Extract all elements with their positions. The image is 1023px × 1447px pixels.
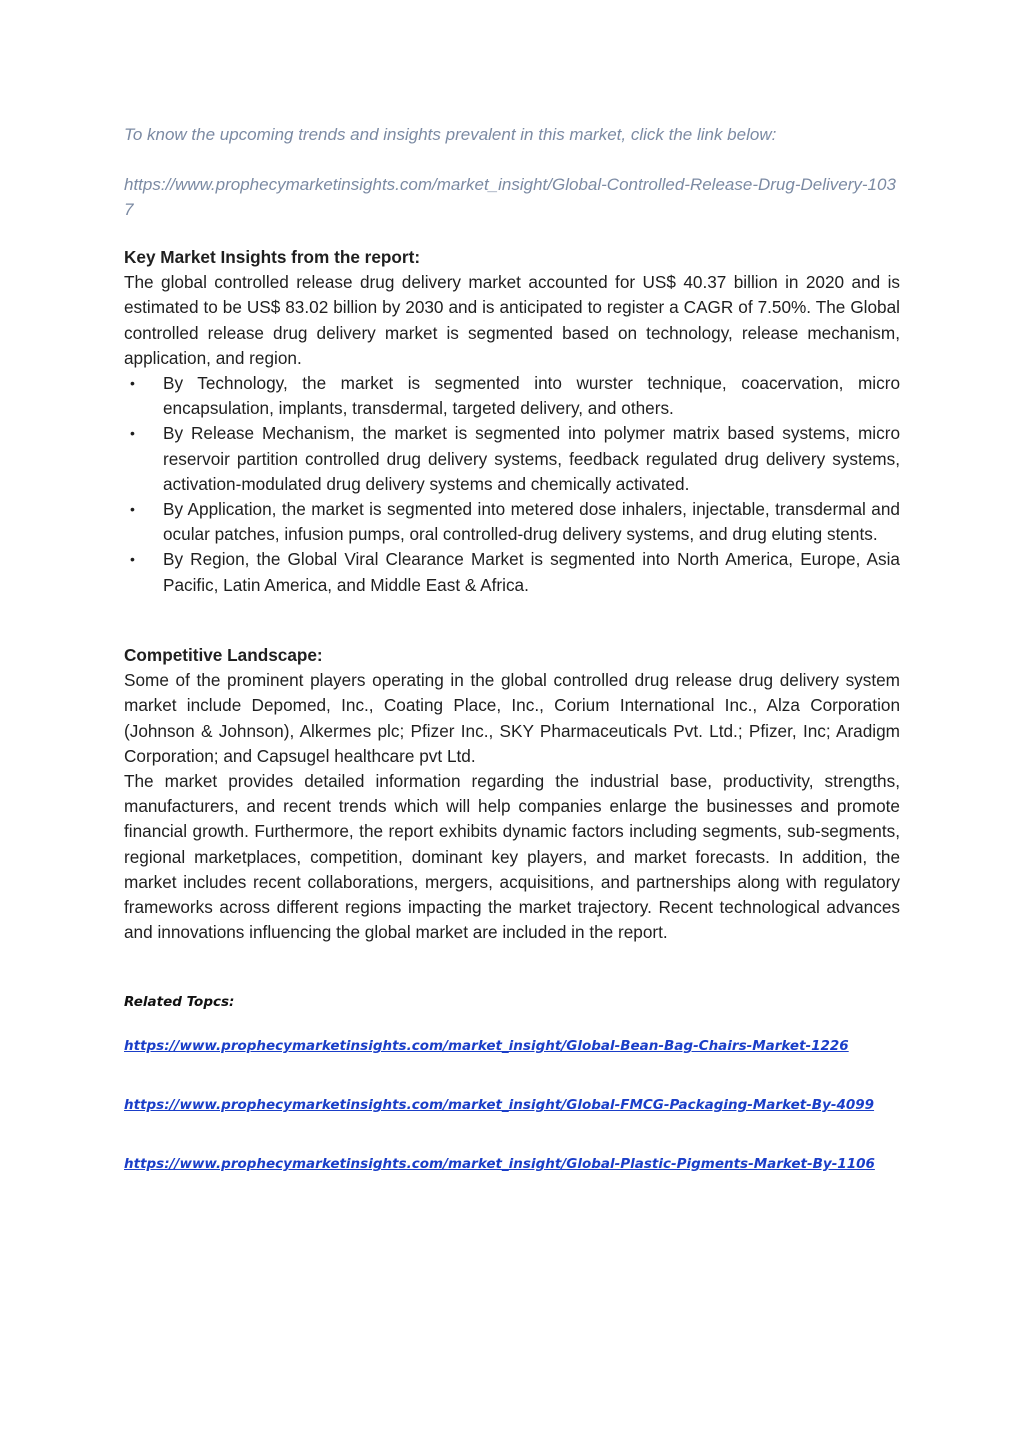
competitive-landscape-section [124,643,900,945]
intro-link[interactable]: https://www.prophecymarketinsights.com/market_insight/Global-Controlled-Release-Drug-Delivery-1037 [124,175,896,219]
key-insights-section [124,245,900,598]
competitive-paragraph-players: Some of the prominent players operating in the global controlled drug release drug delivery system market include Depomed, Inc., Coating Place, Inc., Corium International Inc., Alza Corporation (Johnson & Johnson), Alkermes plc; Pfizer Inc., SKY Pharmaceuticals Pvt. Ltd.; Pfizer, Inc; Aradigm Corporation; and Capsugel healthcare pvt Ltd. [124,670,900,766]
key-insights-paragraph: The global controlled release drug delivery market accounted for US$ 40.37 billion in 2020 and is estimated to be US$ 83.02 billion by 2030 and is anticipated to register a CAGR of 7.50%. The Global controlled release drug delivery market is segmented based on technology, release mechanism, application, and region. [124,272,900,368]
list-item-text: By Region, the Global Viral Clearance Market is segmented into North America, Europe, Asia Pacific, Latin America, and Middle East & Africa. [163,549,900,595]
segment-list [124,371,900,598]
list-item-text: By Release Mechanism, the market is segmented into polymer matrix based systems, micro reservoir partition controlled drug delivery systems, feedback regulated drug delivery systems, activation-modulated drug delivery systems and chemically activated. [163,423,900,494]
related-link-bean-bag-chairs[interactable]: https://www.prophecymarketinsights.com/market_insight/Global-Bean-Bag-Chairs-Market-1226 [124,1038,849,1054]
bullet-icon: • [130,425,135,442]
competitive-paragraph-details: The market provides detailed information regarding the industrial base, productivity, strengths, manufacturers, and recent trends which will help companies enlarge the businesses and promote financial growth. Furthermore, the report exhibits dynamic factors including segments, sub-segments, regional marketplaces, competition, dominant key players, and market forecasts. In addition, the market includes recent collaborations, mergers, acquisitions, and partnerships along with regulatory frameworks across different regions impacting the market trajectory. Recent technological advances and innovations influencing the global market are included in the report. [124,771,900,943]
related-topics-title: Related Topcs: [124,994,235,1010]
intro-text: To know the upcoming trends and insights prevalent in this market, click the link below: [124,125,777,144]
competitive-heading: Competitive Landscape: [124,645,323,665]
bullet-icon: • [130,501,135,518]
list-item [124,547,900,597]
list-item-text: By Technology, the market is segmented into wurster technique, coacervation, micro encapsulation, implants, transdermal, targeted delivery, and others. [163,373,900,419]
bullet-icon: • [130,551,135,568]
list-item [124,497,900,547]
list-item [124,421,900,497]
key-insights-heading: Key Market Insights from the report: [124,247,421,267]
list-item-text: By Application, the market is segmented into metered dose inhalers, injectable, transdermal and ocular patches, infusion pumps, oral controlled-drug delivery systems, and drug eluting stents. [163,499,900,545]
related-link-plastic-pigments[interactable]: https://www.prophecymarketinsights.com/market_insight/Global-Plastic-Pigments-Market-By-1106 [124,1156,875,1172]
list-item [124,371,900,421]
bullet-icon: • [130,375,135,392]
related-link-fmcg-packaging[interactable]: https://www.prophecymarketinsights.com/market_insight/Global-FMCG-Packaging-Market-By-4099 [124,1097,875,1113]
